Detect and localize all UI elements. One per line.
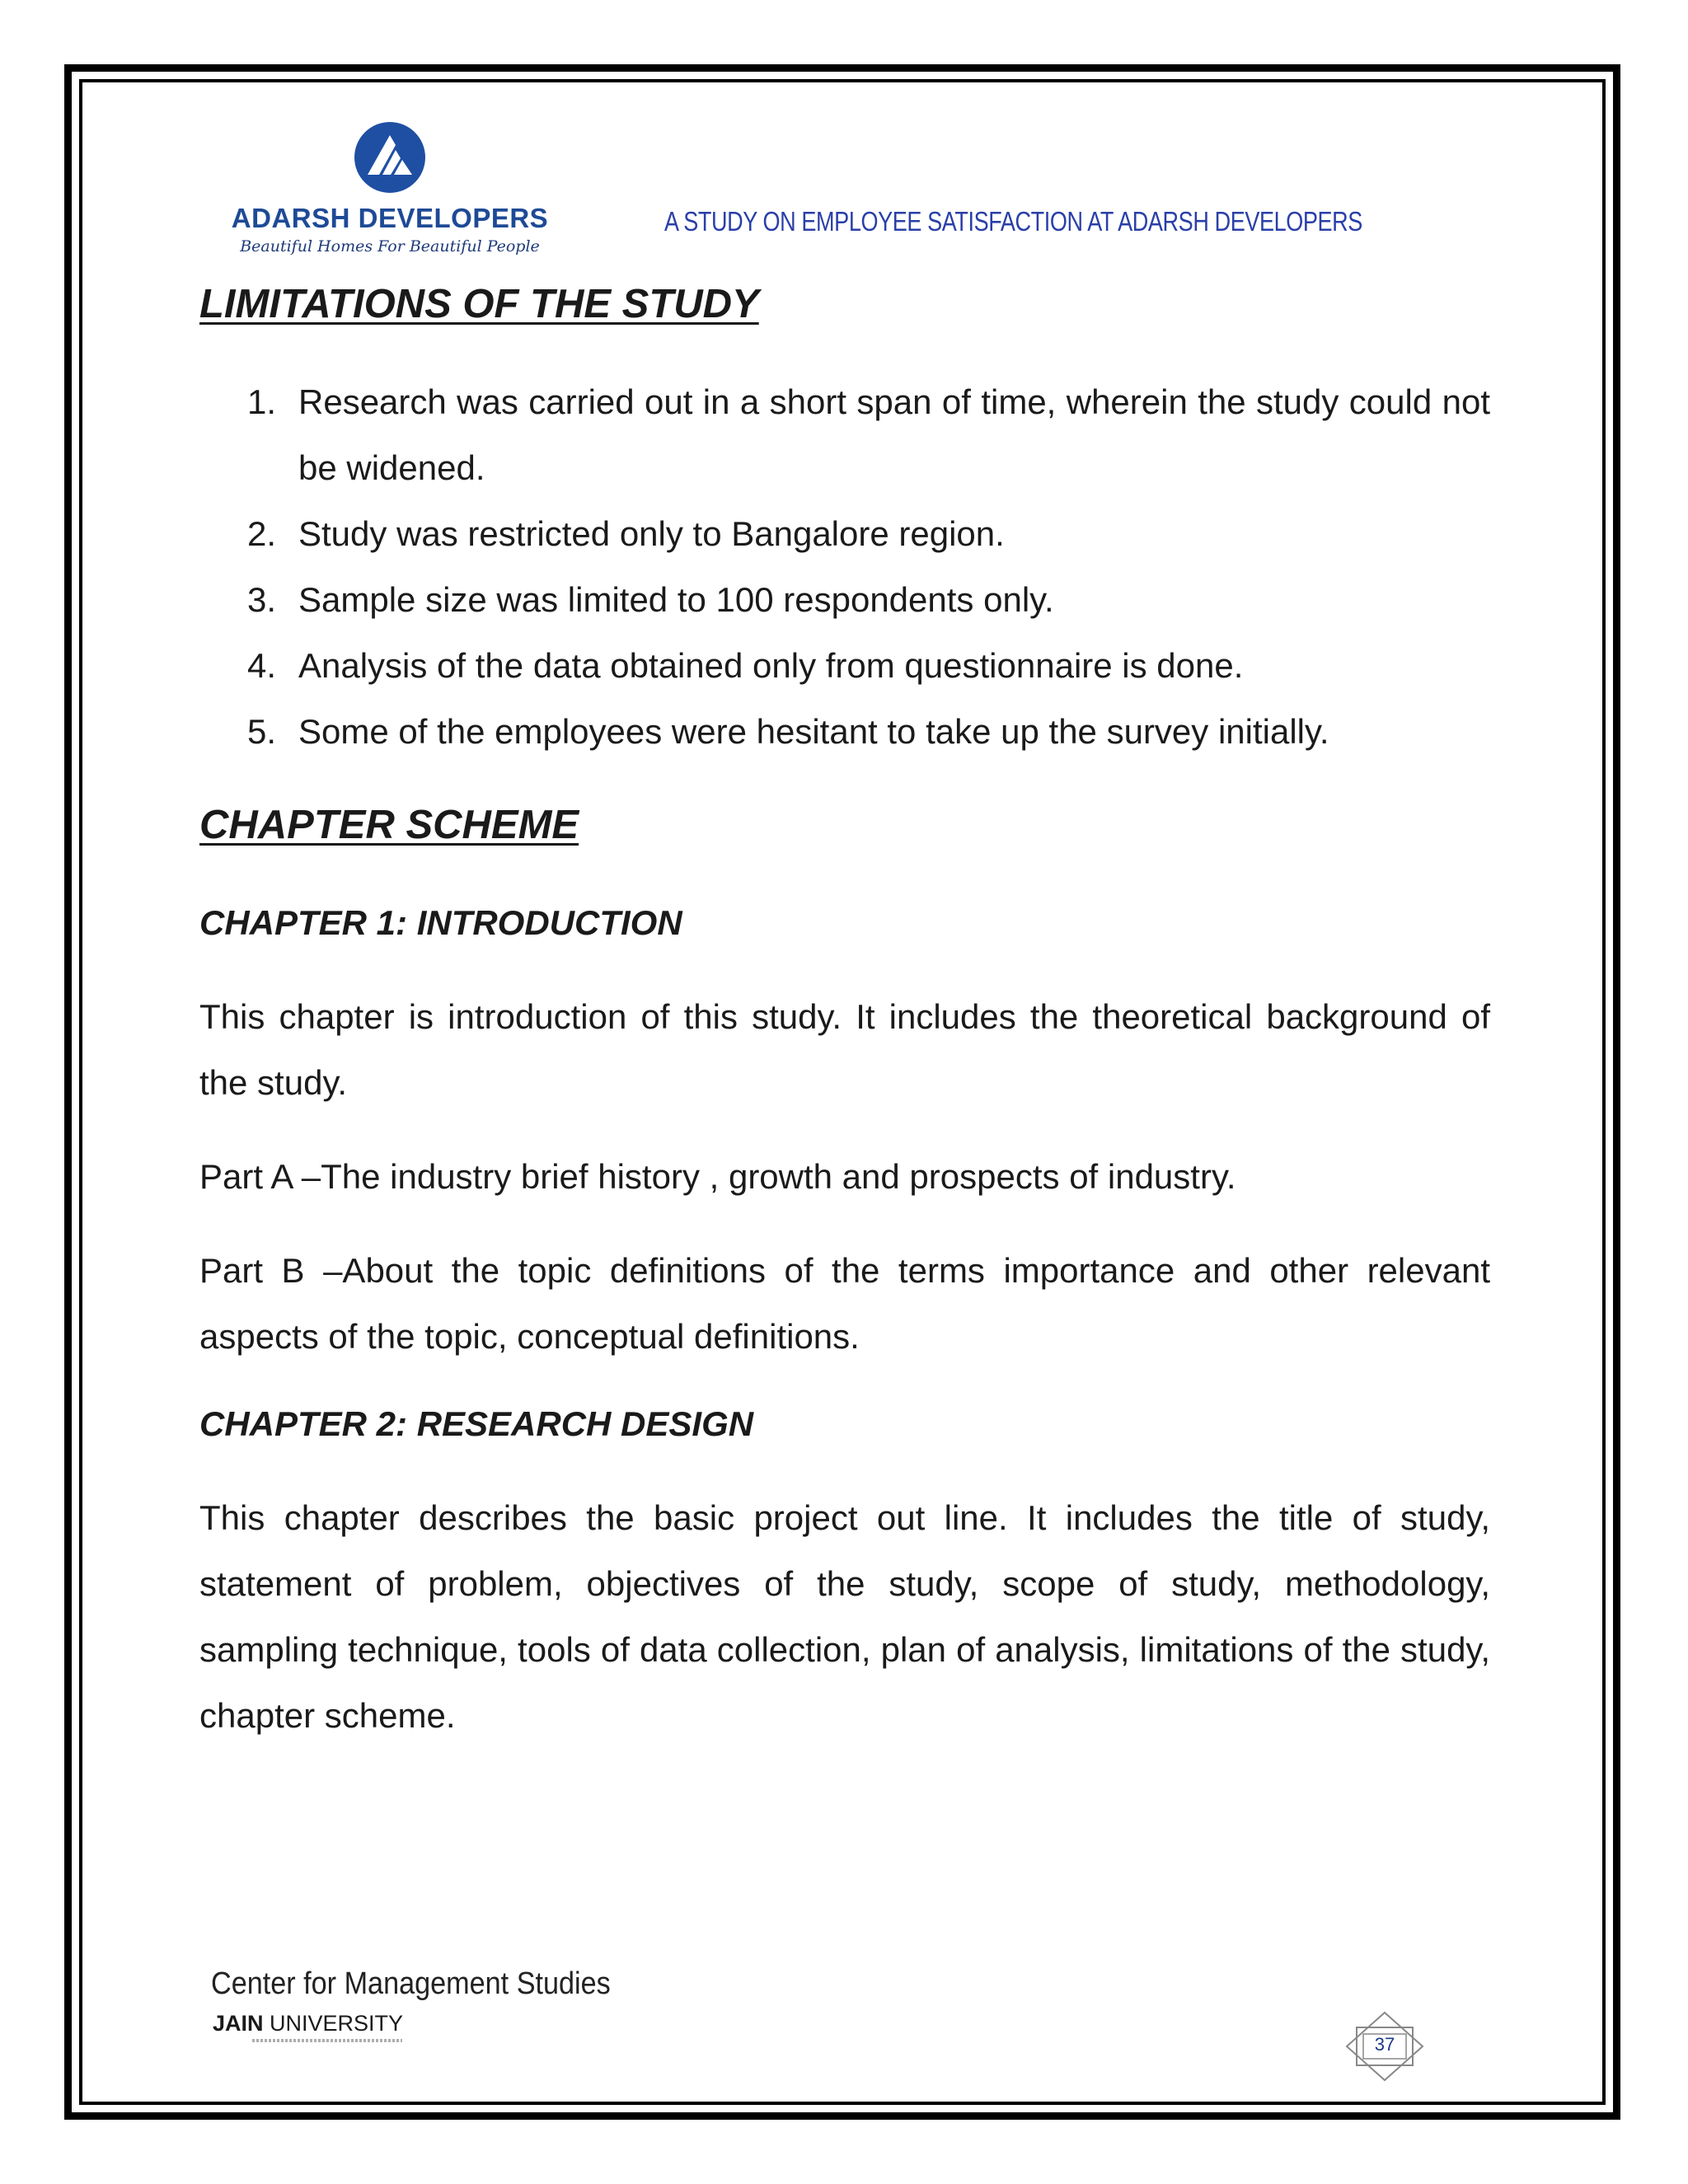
chapter2-title: CHAPTER 2: RESEARCH DESIGN bbox=[199, 1404, 754, 1443]
company-name: ADARSH DEVELOPERS bbox=[231, 203, 549, 233]
company-tagline: Beautiful Homes For Beautiful People bbox=[240, 237, 540, 255]
list-item-text: Study was restricted only to Bangalore region. bbox=[298, 514, 1005, 553]
list-item bbox=[199, 699, 1490, 765]
list-item bbox=[199, 501, 1490, 567]
chapter1-title: CHAPTER 1: INTRODUCTION bbox=[199, 903, 682, 942]
page-number: 37 bbox=[1374, 2034, 1395, 2055]
list-item-number: 5. bbox=[247, 712, 277, 751]
footer-university-rest: UNIVERSITY bbox=[263, 2011, 404, 2036]
page-content bbox=[199, 277, 1490, 1749]
list-item-text: Analysis of the data obtained only from questionnaire is done. bbox=[298, 646, 1244, 685]
footer-university bbox=[213, 2011, 403, 2036]
list-item-number: 4. bbox=[247, 646, 277, 685]
adarsh-logo-icon bbox=[353, 120, 427, 194]
list-item bbox=[199, 633, 1490, 699]
footer-fine-print bbox=[252, 2039, 402, 2042]
list-item-number: 3. bbox=[247, 580, 277, 619]
company-logo bbox=[221, 120, 559, 267]
study-title: A STUDY ON EMPLOYEE SATISFACTION AT ADARSH DEVELOPERS bbox=[664, 206, 1362, 237]
part-a-paragraph: Part A –The industry brief history , growth and prospects of industry. bbox=[199, 1157, 1236, 1196]
limitations-heading: LIMITATIONS OF THE STUDY bbox=[199, 282, 759, 326]
list-item-text: Research was carried out in a short span of time, wherein the study could not be widened. bbox=[298, 382, 1490, 487]
list-item bbox=[199, 567, 1490, 633]
chapter-scheme-heading: CHAPTER SCHEME bbox=[199, 803, 579, 847]
footer-center-name: Center for Management Studies bbox=[211, 1966, 611, 2001]
part-b-paragraph: Part B –About the topic definitions of the terms importance and other relevant aspects of the topic, conceptual definitions. bbox=[199, 1251, 1490, 1356]
footer-university-bold: JAIN bbox=[213, 2011, 264, 2036]
list-item-number: 2. bbox=[247, 514, 277, 553]
list-item-text: Some of the employees were hesitant to take up the survey initially. bbox=[298, 712, 1329, 751]
list-item-number: 1. bbox=[247, 382, 277, 421]
list-item bbox=[199, 369, 1490, 501]
chapter1-paragraph: This chapter is introduction of this study. It includes the theoretical background of the study. bbox=[199, 997, 1490, 1102]
chapter2-paragraph: This chapter describes the basic project out line. It includes the title of study, statement of problem, objectives of the study, scope of study, methodology, sampling technique, tools of data collection, plan of analysis, limitations of the study, chapter scheme. bbox=[199, 1498, 1490, 1735]
page-number-badge bbox=[1345, 2011, 1424, 2082]
list-item-text: Sample size was limited to 100 respondents only. bbox=[298, 580, 1054, 619]
limitations-list bbox=[199, 369, 1490, 765]
